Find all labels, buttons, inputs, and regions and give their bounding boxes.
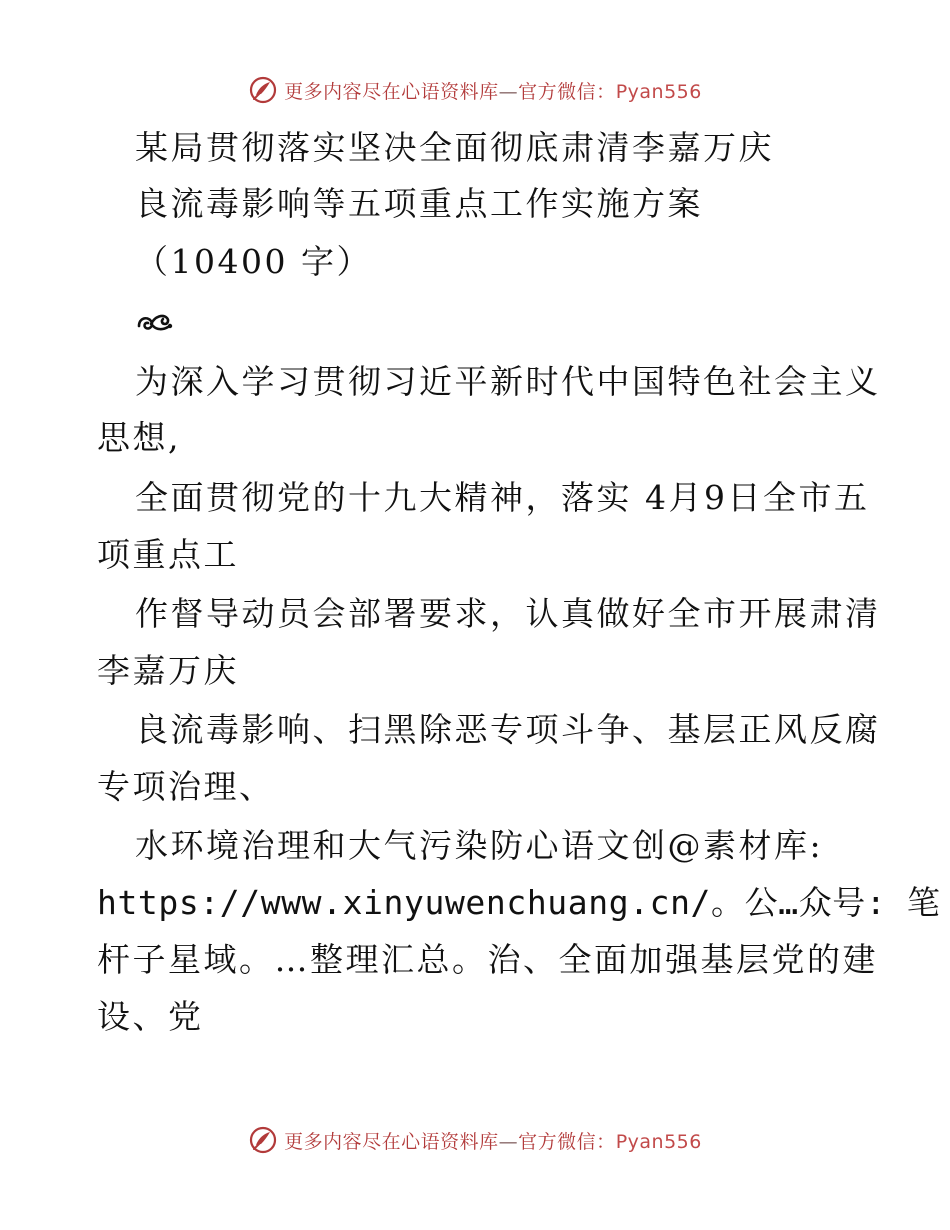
banner-main-text: 更多内容尽在心语资料库 [284,1130,499,1153]
banner-separator: — [498,1130,519,1153]
banner-official-label: 官方微信： [518,1130,616,1153]
footer-banner-text [284,1127,702,1154]
title-line-2: 良流毒影响等五项重点工作实施方案 [135,184,703,223]
header-banner [0,70,950,110]
paragraph-line: 思想, [97,418,181,457]
word-count: （10400 字） [135,242,372,281]
pen-seal-icon [248,1125,278,1155]
banner-separator: — [498,80,519,103]
paragraph-line: 良流毒影响、扫黑除恶专项斗争、基层正风反腐 [135,710,881,749]
paragraph-line: 作督导动员会部署要求，认真做好全市开展肃清 [135,594,881,633]
title-line-1: 某局贯彻落实坚决全面彻底肃清李嘉万庆 [135,128,774,167]
paragraph-line: 设、党 [97,997,204,1036]
banner-official-label: 官方微信： [518,80,616,103]
header-banner-text [284,77,702,104]
pen-seal-icon [248,75,278,105]
paragraph-line: 李嘉万庆 [97,651,239,690]
banner-main-text: 更多内容尽在心语资料库 [284,80,499,103]
paragraph-line: 全面贯彻党的十九大精神，落实 4月9日全市五 [135,478,870,517]
paragraph-line: 专项治理、 [97,767,275,806]
fleuron-icon [135,306,175,340]
paragraph-line-url: https://www.xinyuwenchuang.cn/。公…众号: 笔 [97,883,941,922]
paragraph-line: 杆子星域。…整理汇总。治、全面加强基层党的建 [97,940,878,979]
banner-wechat-id: Pyan556 [615,80,702,103]
paragraph-line: 为深入学习贯彻习近平新时代中国特色社会主义 [135,362,881,401]
footer-banner [0,1120,950,1160]
banner-wechat-id: Pyan556 [615,1130,702,1153]
paragraph-line: 水环境治理和大气污染防心语文创@素材库: [135,826,824,865]
paragraph-line: 项重点工 [97,535,239,574]
